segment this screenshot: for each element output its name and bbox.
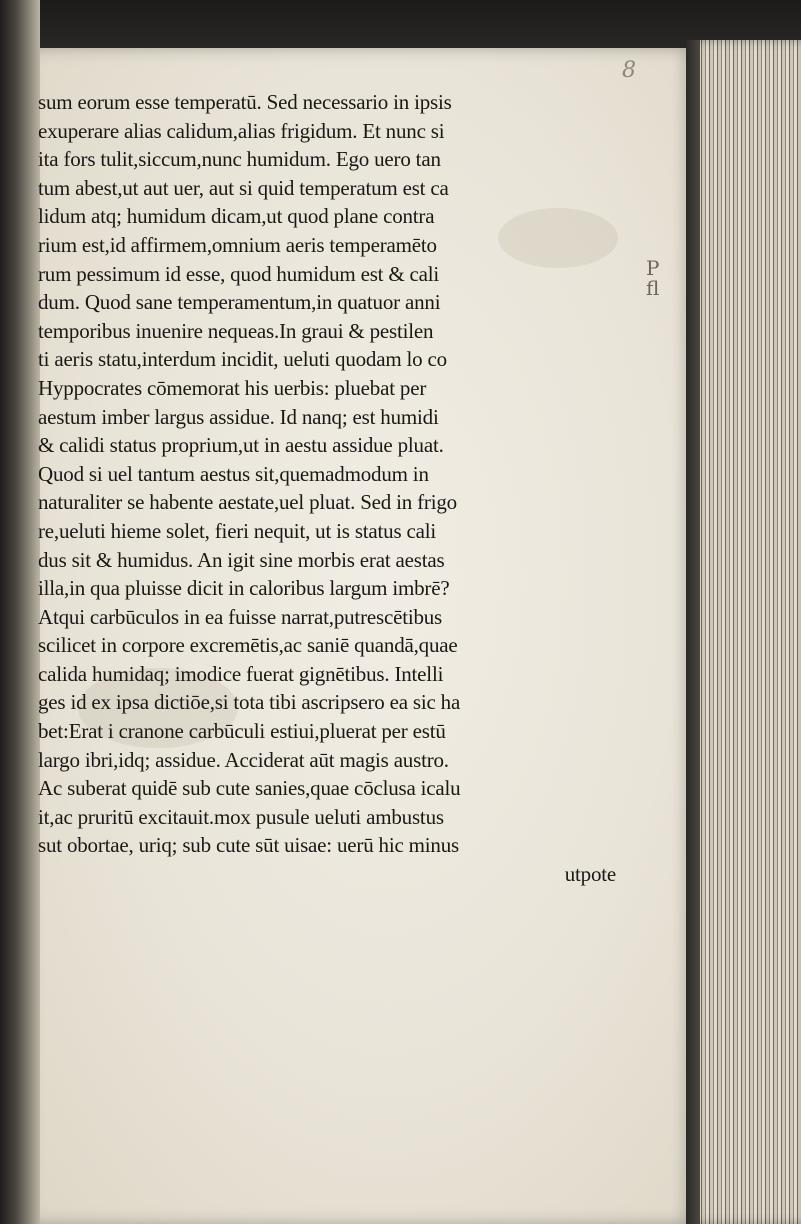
text-line: largo ibri,idq; assidue. Acciderat aūt magis austro.: [38, 747, 449, 772]
text-line: sut obortae, uriq; sub cute sūt uisae: uerū hic minus: [38, 833, 459, 858]
text-line: sum eorum esse temperatū. Sed necessario in ipsis: [38, 90, 452, 114]
body-text: [38, 88, 620, 889]
text-line: dum. Quod sane temperamentum,in quatuor anni: [38, 290, 441, 315]
page-edge-shadow: [686, 40, 700, 1224]
text-line: Ac suberat quidē sub cute sanies,quae cōclusa icalu: [38, 776, 461, 801]
text-line: Hyppocrates cōmemorat his uerbis: pluebat per: [38, 375, 427, 400]
text-line: tum abest,ut aut uer, aut si quid temperatum est ca: [38, 175, 449, 200]
text-line: rium est,id affirmem,omnium aeris temperamēto: [38, 232, 437, 257]
text-line: dus sit & humidus. An igit sine morbis erat aestas: [38, 547, 445, 572]
text-line: bet:Erat i cranone carbūculi estiui,pluerat per estū: [38, 719, 446, 744]
text-line: Quod si uel tantum aestus sit,quemadmodum in: [38, 461, 429, 486]
text-line: scilicet in corpore excremētis,ac saniē quandā,quae: [38, 633, 458, 658]
text-line: rum pessimum id esse, quod humidum est & cali: [38, 261, 440, 286]
folio-number: 8: [622, 58, 636, 83]
text-line: Atqui carbūculos in ea fuisse narrat,putrescētibus: [38, 604, 443, 629]
text-line: & calidi status proprium,ut in aestu assidue pluat.: [38, 433, 444, 458]
text-line: it,ac pruritū excitauit.mox pusule ueluti ambustus: [38, 804, 444, 829]
catchword: utpote: [564, 862, 616, 887]
binding-edge: [0, 0, 40, 1224]
text-line: illa,in qua pluisse dicit in caloribus largum imbrē?: [38, 576, 450, 601]
text-line: ita fors tulit,siccum,nunc humidum. Ego uero tan: [38, 147, 441, 172]
text-line: exuperare alias calidum,alias frigidum. Et nunc si: [38, 118, 445, 143]
marginal-note: P fl: [646, 256, 660, 300]
text-line: calida humidaq; imodice fuerat gignētibus. Intelli: [38, 661, 444, 686]
text-line: aestum imber largus assidue. Id nanq; est humidi: [38, 404, 439, 429]
text-line: lidum atq; humidum dicam,ut quod plane contra: [38, 204, 435, 229]
text-line: ges id ex ipsa dictiōe,si tota tibi ascripsero ea sic ha: [38, 690, 461, 715]
text-line: ti aeris statu,interdum incidit, ueluti quodam lo co: [38, 347, 447, 372]
text-line: naturaliter se habente aestate,uel pluat. Sed in frigo: [38, 490, 457, 515]
stacked-page-edges: [686, 40, 801, 1224]
text-line: re,ueluti hieme solet, fieri nequit, ut is status cali: [38, 518, 437, 543]
text-line: temporibus inuenire nequeas.In graui & pestilen: [38, 318, 434, 343]
